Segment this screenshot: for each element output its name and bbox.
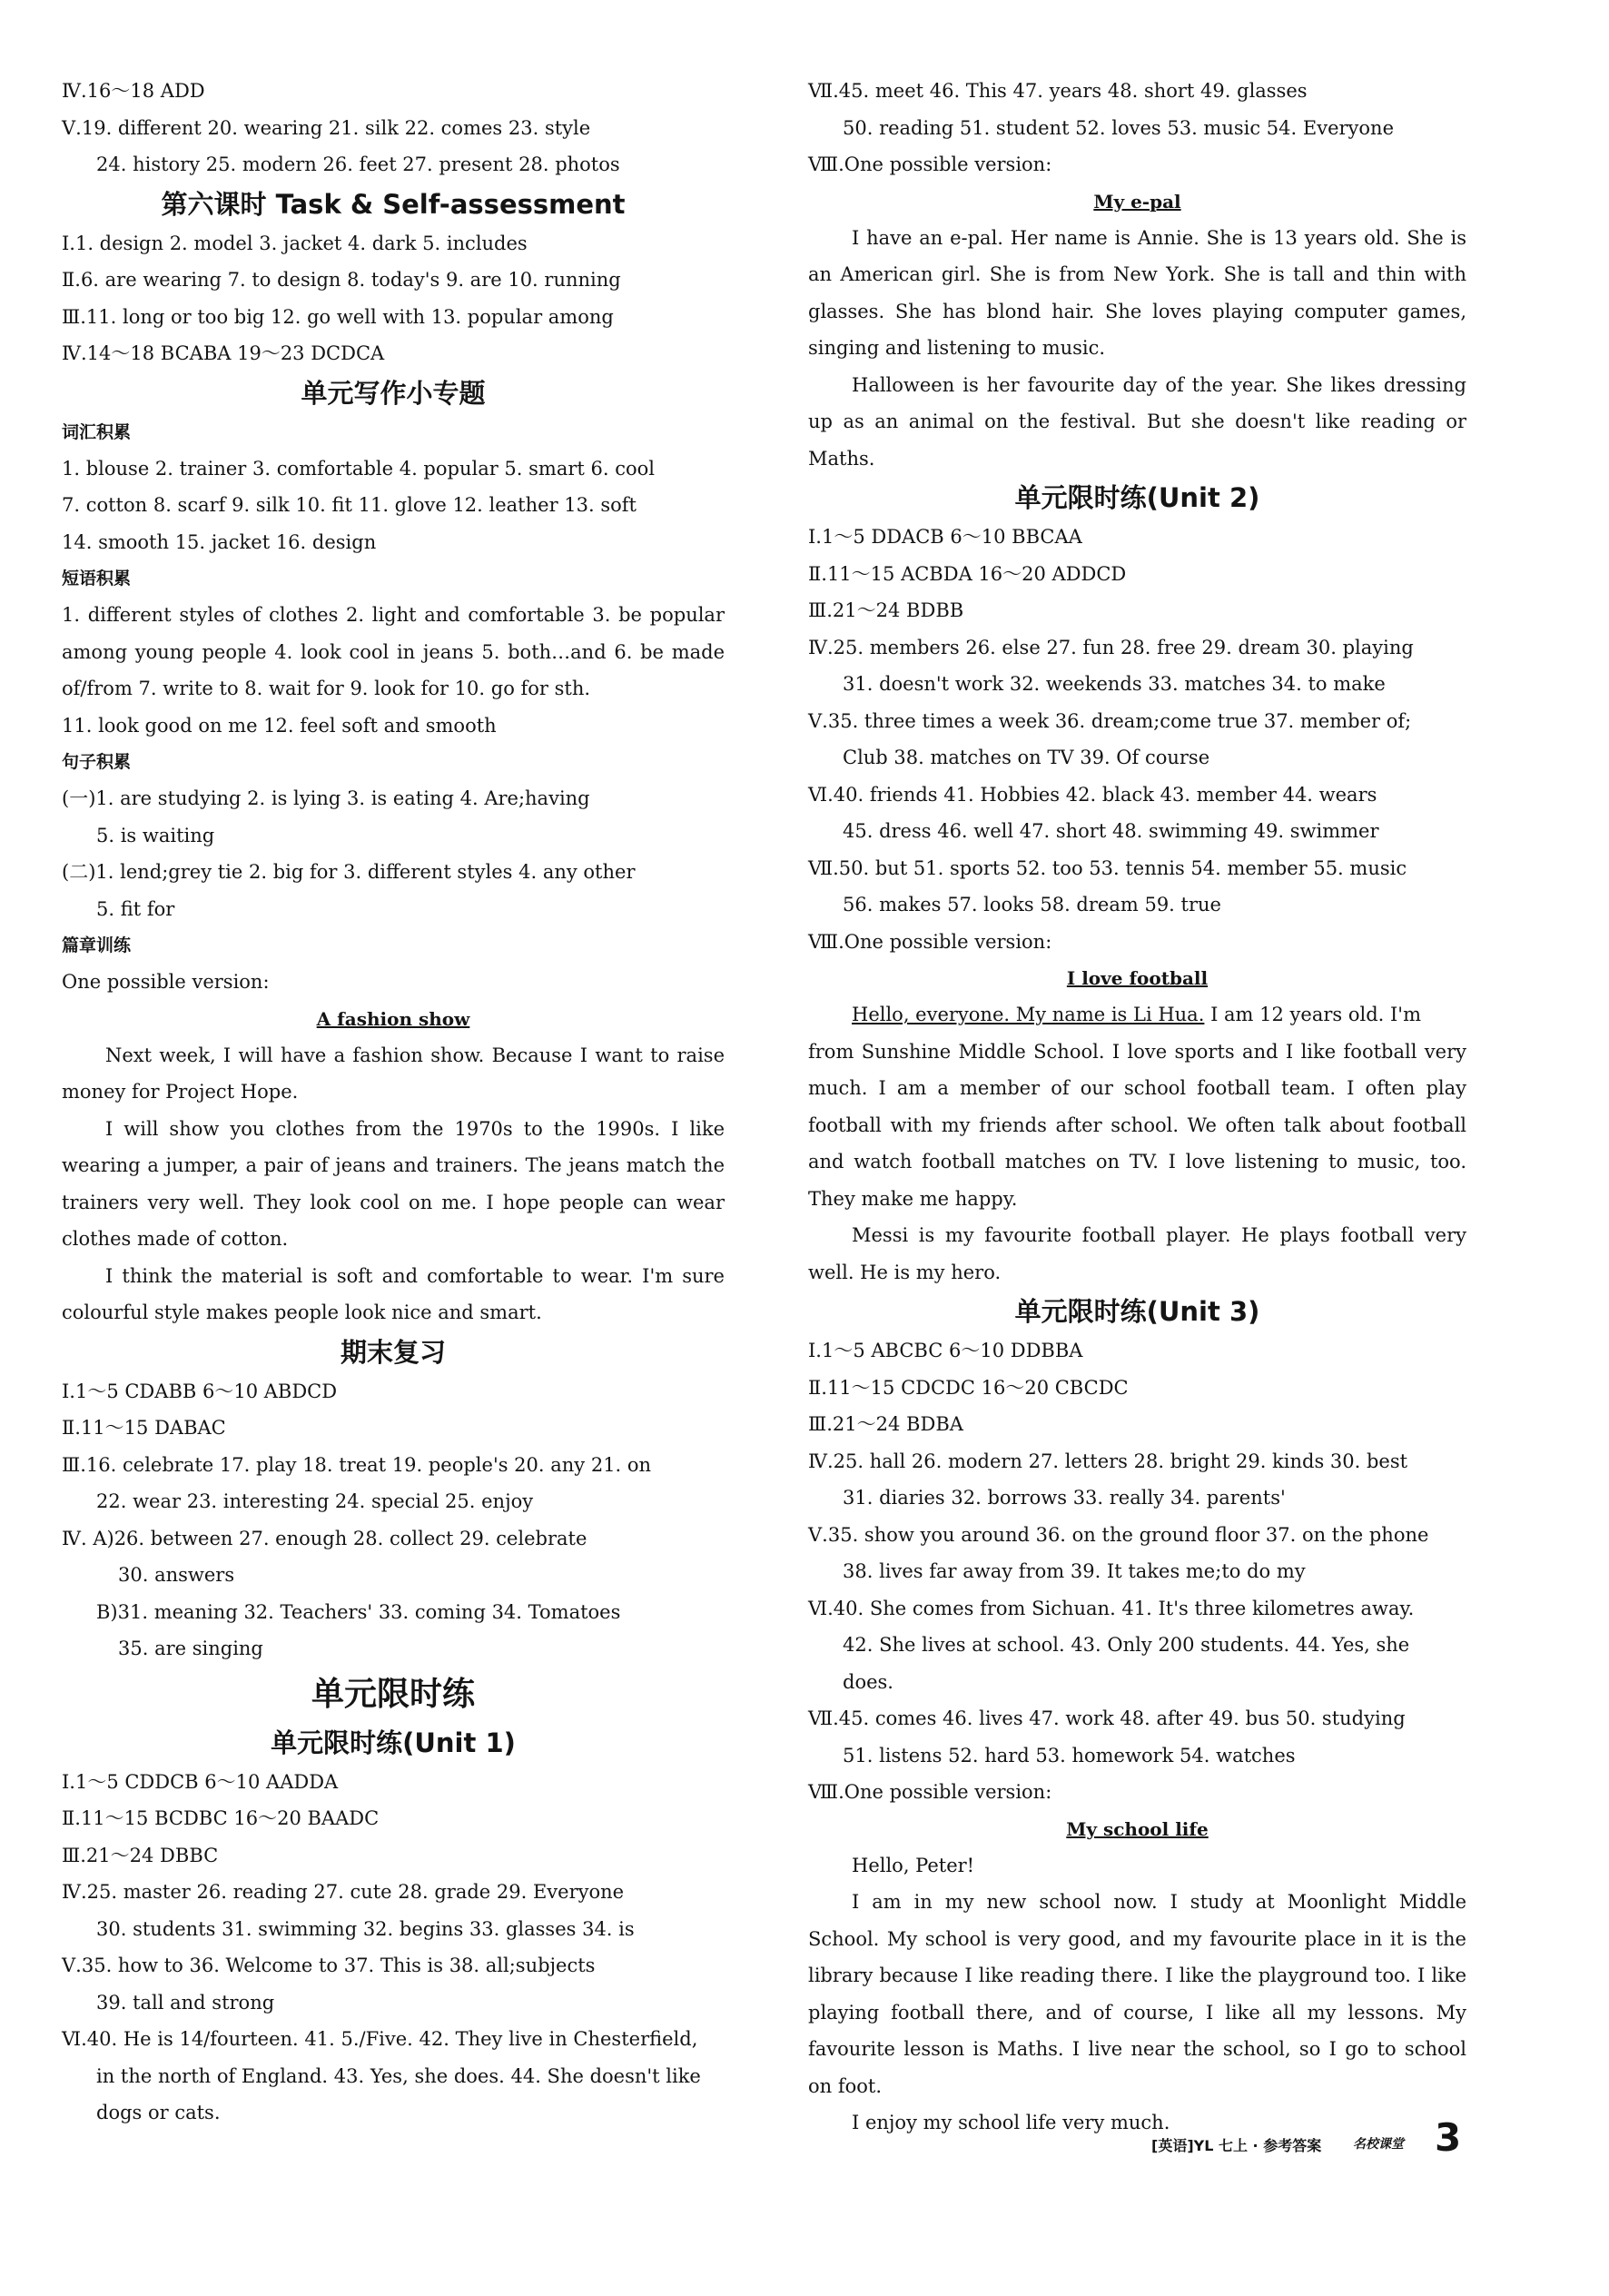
answer-line: Ⅲ.16. celebrate 17. play 18. treat 19. people's 20. any 21. on [62,1453,652,1476]
answer-line: 45. dress 46. well 47. short 48. swimming 49. swimmer [843,820,1379,842]
answer-line: 35. are singing [118,1638,263,1659]
answer-line: playing football there, and of course, I like all my lessons. My [808,2001,1466,2024]
answer-line: Club 38. matches on TV 39. Of course [843,747,1210,768]
answer-line: (二)1. lend;grey tie 2. big for 3. different styles 4. any other [62,861,636,883]
answer-line: on foot. [808,2074,883,2097]
section-title: 单元限时练(Unit 2) [1014,482,1260,513]
answer-line: Ⅴ.19. different 20. wearing 21. silk 22. comes 23. style [62,116,591,139]
answer-line: 30. students 31. swimming 32. begins 33. glasses 34. is [96,1917,635,1940]
answer-line: 24. history 25. modern 26. feet 27. present 28. photos [96,153,620,175]
answer-line: Ⅳ.25. master 26. reading 27. cute 28. grade 29. Everyone [62,1881,625,1903]
answer-line: 38. lives far away from 39. It takes me;to do my [843,1560,1306,1582]
answer-line: in the north of England. 43. Yes, she does. 44. She doesn't like [96,2064,701,2087]
answer-line: Hello, Peter! [852,1854,975,1876]
answer-line: Ⅳ.14～18 BCABA 19～23 DCDCA [62,342,385,364]
answer-line: wearing a jumper, a pair of jeans and trainers. The jeans match the [62,1154,725,1176]
answer-line: among young people 4. look cool in jeans 5. both…and 6. be made [62,640,725,663]
subsection-label: 短语积累 [62,569,132,589]
answer-line: (一)1. are studying 2. is lying 3. is eating 4. Are;having [62,787,590,809]
answer-line: an American girl. She is from New York. She is tall and thin with [808,263,1466,285]
answer-line: and watch football matches on TV. I love listening to music, too. [808,1151,1466,1173]
answer-line: I will show you clothes from the 1970s to the 1990s. I like [105,1117,725,1140]
answer-line: Messi is my favourite football player. He plays football very [852,1224,1466,1246]
answer-line: Ⅷ.One possible version: [808,1781,1052,1803]
answer-line: B)31. meaning 32. Teachers' 33. coming 34. Tomatoes [96,1600,621,1623]
answer-line: Ⅶ.45. meet 46. This 47. years 48. short 49. glasses [808,80,1308,102]
subsection-label: 词汇积累 [62,421,132,442]
answer-line: favourite lesson is Maths. I live near the school, so I go to school [808,2038,1466,2060]
answer-line: library because I like reading there. I like the playground too. I like [808,1964,1466,1986]
footer-label: [英语]YL 七上 · 参考答案 [1151,2137,1322,2154]
section-title: 单元写作小专题 [301,377,486,409]
answer-line: Ⅷ.One possible version: [808,153,1052,175]
answer-line: 1. blouse 2. trainer 3. comfortable 4. popular 5. smart 6. cool [62,457,655,480]
answer-line: 31. doesn't work 32. weekends 33. matches 34. to make [843,673,1386,695]
answer-line: football with my friends after school. We often talk about football [808,1113,1466,1136]
subsection-label: 句子积累 [62,752,132,772]
essay-title: My school life [1066,1817,1209,1840]
answer-line: 5. fit for [96,897,175,920]
answer-line: trainers very well. They look cool on me. I hope people can wear [62,1191,725,1213]
answer-line: I am in my new school now. I study at Moonlight Middle [852,1891,1466,1913]
answer-line: Ⅱ.11～15 BCDBC 16～20 BAADC [62,1807,380,1829]
answer-line: I enjoy my school life very much. [852,2112,1170,2133]
subsection-label: 篇章训练 [62,935,132,955]
answer-line: singing and listening to music. [808,337,1106,359]
answer-line: Ⅴ.35. how to 36. Welcome to 37. This is 38. all;subjects [62,1955,596,1976]
left-column [62,73,725,2132]
answer-line: does. [843,1670,893,1693]
essay-title: I love football [1066,967,1209,989]
answer-line: of/from 7. write to 8. wait for 9. look for 10. go for sth. [62,678,591,699]
answer-line: 11. look good on me 12. feel soft and smooth [62,714,497,737]
answer-line: 7. cotton 8. scarf 9. silk 10. fit 11. glove 12. leather 13. soft [62,494,637,516]
answer-line: Ⅳ.25. hall 26. modern 27. letters 28. bright 29. kinds 30. best [808,1450,1408,1472]
answer-line: dogs or cats. [96,2102,221,2123]
section-title: 第六课时 Task & Self-assessment [161,188,626,220]
answer-line: Ⅵ.40. He is 14/fourteen. 41. 5./Five. 42. They live in Chesterfield, [62,2028,698,2050]
section-title: 期末复习 [340,1336,446,1368]
answer-line: money for Project Hope. [62,1081,299,1103]
answer-line: Ⅴ.35. show you around 36. on the ground floor 37. on the phone [808,1523,1429,1546]
answer-line: clothes made of cotton. [62,1228,289,1250]
essay-title: A fashion show [316,1007,470,1030]
answer-line: 31. diaries 32. borrows 33. really 34. parents' [843,1487,1286,1509]
answer-line: 5. is waiting [96,824,215,846]
answer-line: 14. smooth 15. jacket 16. design [62,530,377,553]
answer-line: well. He is my hero. [808,1261,1002,1283]
answer-line: Ⅲ.11. long or too big 12. go well with 13. popular among [62,305,614,328]
answer-line: 22. wear 23. interesting 24. special 25. enjoy [96,1490,534,1512]
section-title: 单元限时练(Unit 1) [271,1727,516,1758]
answer-line: Hello, everyone. My name is Li Hua. I am 12 years old. I'm [852,1004,1421,1025]
answer-line: Ⅳ.25. members 26. else 27. fun 28. free 29. dream 30. playing [808,636,1414,658]
section-title: 单元限时练(Unit 3) [1014,1296,1260,1327]
answer-line: 1. different styles of clothes 2. light and comfortable 3. be popular [62,604,725,626]
essay-title: My e-pal [1093,190,1181,213]
answer-line: Ⅰ.1～5 CDABB 6～10 ABDCD [62,1380,338,1402]
answer-line: 51. listens 52. hard 53. homework 54. watches [843,1744,1296,1767]
answer-line: Ⅱ.6. are wearing 7. to design 8. today's 9. are 10. running [62,269,621,291]
answer-line: Ⅱ.11～15 CDCDC 16～20 CBCDC [808,1376,1129,1399]
answer-line: I think the material is soft and comfortable to wear. I'm sure [105,1264,725,1287]
answer-line: colourful style makes people look nice and smart. [62,1301,542,1323]
answer-line: School. My school is very good, and my favourite place in it is the [808,1927,1466,1950]
answer-line: Ⅶ.45. comes 46. lives 47. work 48. after 49. bus 50. studying [808,1707,1406,1729]
answer-line: Ⅲ.21～24 BDBB [808,599,964,621]
answer-line: Ⅱ.11～15 DABAC [62,1417,226,1439]
answer-line: Maths. [808,447,875,470]
answer-line: Ⅰ.1～5 CDDCB 6～10 AADDA [62,1770,339,1793]
answer-line: Ⅴ.35. three times a week 36. dream;come true 37. member of; [808,709,1412,732]
answer-line: I have an e-pal. Her name is Annie. She is 13 years old. She is [852,226,1466,249]
answer-line: Ⅱ.11～15 ACBDA 16～20 ADDCD [808,562,1127,585]
answer-line: Ⅲ.21～24 DBBC [62,1844,219,1866]
answer-line: Ⅰ.1～5 ABCBC 6～10 DDBBA [808,1340,1083,1361]
answer-line: Ⅷ.One possible version: [808,930,1052,953]
page-number: 3 [1435,2115,1462,2160]
answer-line: Ⅰ.1. design 2. model 3. jacket 4. dark 5. includes [62,232,528,254]
right-column [808,73,1466,2142]
footer-brand: 名校课堂 [1353,2137,1404,2152]
answer-line: 42. She lives at school. 43. Only 200 students. 44. Yes, she [843,1634,1410,1656]
answer-line: They make me happy. [808,1187,1018,1210]
answer-line: Ⅶ.50. but 51. sports 52. too 53. tennis 54. member 55. music [808,856,1407,879]
answer-line: Ⅳ.16～18 ADD [62,80,205,102]
answer-line: Next week, I will have a fashion show. Because I want to raise [105,1044,725,1066]
section-title-large: 单元限时练 [311,1675,475,1713]
answer-line: Ⅰ.1～5 DDACB 6～10 BBCAA [808,526,1082,548]
answer-line: up as an animal on the festival. But she doesn't like reading or [808,411,1466,432]
answer-line: Ⅳ. A)26. between 27. enough 28. collect 29. celebrate [62,1527,587,1549]
answer-line: Halloween is her favourite day of the year. She likes dressing [852,373,1466,396]
page-footer [1151,2116,1478,2163]
answer-line: 39. tall and strong [96,1991,275,2014]
answer-line: Ⅵ.40. friends 41. Hobbies 42. black 43. member 44. wears [808,783,1377,806]
answer-line: glasses. She has blond hair. She loves playing computer games, [808,300,1466,322]
underlined-sentence: Hello, everyone. My name is Li Hua. [852,1004,1205,1025]
answer-line: 50. reading 51. student 52. loves 53. music 54. Everyone [843,116,1394,139]
answer-line: Ⅵ.40. She comes from Sichuan. 41. It's three kilometres away. [808,1597,1415,1619]
answer-line: much. I am a member of our school football team. I often play [808,1077,1466,1099]
answer-line: 56. makes 57. looks 58. dream 59. true [843,894,1221,915]
answer-line: Ⅲ.21～24 BDBA [808,1413,963,1435]
answer-line: from Sunshine Middle School. I love sports and I like football very [808,1040,1466,1063]
answer-line: One possible version: [62,971,270,993]
answer-line: 30. answers [118,1564,235,1586]
